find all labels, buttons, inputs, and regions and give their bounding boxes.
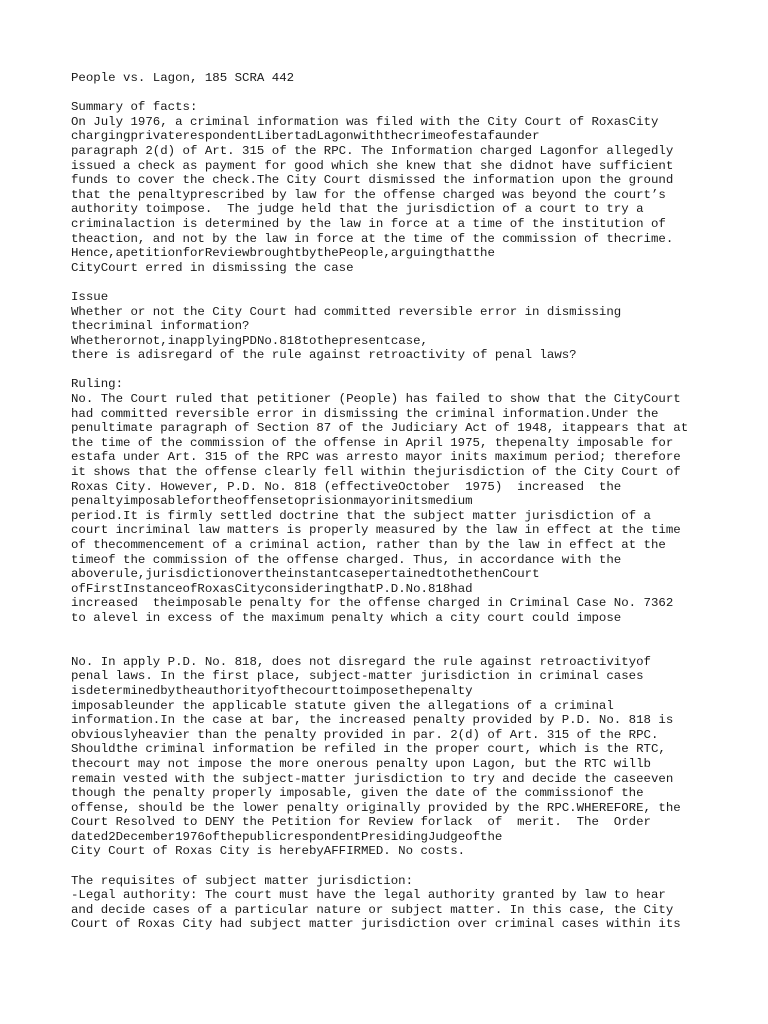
retro-line: remain vested with the subject-matter jurisdiction to try and decide the caseeven bbox=[71, 771, 674, 786]
retro-line: though the penalty properly imposable, given the date of the commissionof the bbox=[71, 786, 644, 801]
word: in bbox=[390, 494, 406, 509]
ruling-line: Roxas City. However, P.D. No. 818 (effectiveOctober 1975) increased the bbox=[71, 479, 622, 494]
word: a bbox=[115, 246, 124, 261]
case-title: People vs. Lagon, 185 SCRA 442 bbox=[71, 71, 295, 85]
ruling-line: had committed reversible error in dismissing the criminal information.Under the bbox=[71, 406, 659, 421]
word: that bbox=[346, 581, 376, 596]
retro-line: thecourt may not impose the more onerous penalty upon Lagon, but the RTC willb bbox=[71, 756, 651, 771]
word: court bbox=[301, 683, 339, 698]
word: isdetermined bbox=[71, 683, 161, 698]
word: aboverule, bbox=[71, 567, 146, 582]
word: No. bbox=[405, 581, 428, 596]
word: present bbox=[338, 333, 391, 348]
word: its bbox=[405, 494, 428, 509]
word: penalty bbox=[420, 683, 473, 698]
retro-line: offense, should be the lower penalty originally provided by the RPC.WHEREFORE, the bbox=[71, 800, 681, 815]
word: that bbox=[442, 246, 473, 261]
word: to bbox=[338, 683, 354, 698]
ruling-line: the time of the commission of the offense in April 1975, thepenalty imposable for bbox=[71, 435, 674, 450]
word: prisionmayor bbox=[301, 494, 391, 509]
word: 2 bbox=[108, 829, 116, 844]
word: the bbox=[480, 829, 503, 844]
word: charging bbox=[71, 129, 131, 144]
ruling-line: increased theimposable penalty for the offense charged in Criminal Case No. 7362 bbox=[71, 596, 674, 611]
facts-heading: Summary of facts: bbox=[71, 100, 198, 115]
word: by bbox=[160, 683, 176, 698]
facts-line: theaction, and not by the law in force at the time of the commission of thecrime. bbox=[71, 231, 674, 246]
word: had bbox=[450, 581, 473, 596]
retro-line: Court Resolved to DENY the Petition for Review forlack of merit. The Order bbox=[71, 815, 651, 830]
ruling-line: penultimate paragraph of Section 87 of the Judiciary Act of 1948, itappears that at bbox=[71, 421, 689, 436]
issue-line: Whether or not the City Court had committed reversible error in dismissing bbox=[71, 304, 622, 319]
ruling-line: court incriminal law matters is properly measured by the law in effect at the time bbox=[71, 523, 681, 538]
word: authority bbox=[197, 683, 265, 698]
word: the bbox=[212, 494, 235, 509]
facts-line: On July 1976, a criminal information was filed with the City Court of RoxasCity bbox=[71, 114, 659, 129]
word: publicrespondent bbox=[242, 829, 362, 844]
facts-section bbox=[71, 100, 697, 275]
word: P.D. bbox=[375, 581, 406, 596]
word: Court bbox=[502, 567, 540, 582]
word: impose bbox=[353, 683, 399, 698]
word: Presiding bbox=[361, 829, 428, 844]
ruling-line: timeof the commission of the offense charged. Thus, in accordance with the bbox=[71, 552, 622, 567]
requisites-heading: The requisites of subject matter jurisdiction: bbox=[71, 873, 414, 888]
word: medium bbox=[427, 494, 473, 509]
retroactivity-section bbox=[71, 655, 697, 859]
word: offense bbox=[234, 494, 287, 509]
facts-line: funds to cover the check.The City Court dismissed the information upon the ground bbox=[71, 173, 674, 188]
word: No. bbox=[256, 333, 280, 348]
word: the bbox=[279, 683, 302, 698]
word: pertained bbox=[368, 567, 436, 582]
retro-line: information.In the case at bar, the increased penalty provided by P.D. No. 818 is bbox=[71, 713, 674, 728]
word: to bbox=[286, 494, 302, 509]
ruling-line: it shows that the offense clearly fell within thejurisdiction of the City Court of bbox=[71, 465, 681, 480]
facts-line: issued a check as payment for good which she knew that she didnot have sufficient bbox=[71, 158, 674, 173]
word: considering bbox=[264, 581, 347, 596]
word: the bbox=[398, 683, 421, 698]
facts-line bbox=[71, 246, 697, 261]
facts-line: CityCourt erred in dismissing the case bbox=[71, 260, 354, 275]
word: to bbox=[435, 567, 451, 582]
retro-line: City Court of Roxas City is herebyAFFIRMED. No costs. bbox=[71, 844, 466, 859]
facts-line: paragraph 2(d) of Art. 315 of the RPC. The Information charged Lagonfor allegedly bbox=[71, 143, 674, 158]
word: of bbox=[264, 683, 280, 698]
word: in bbox=[167, 333, 183, 348]
ruling-line bbox=[71, 494, 697, 509]
word: jurisdiction bbox=[145, 567, 235, 582]
word: December bbox=[115, 829, 176, 844]
word: PD bbox=[242, 333, 257, 348]
word: People, bbox=[338, 246, 391, 261]
word: the bbox=[264, 567, 287, 582]
ruling-line: to alevel in excess of the maximum penalty which a city court could impose bbox=[71, 610, 622, 625]
word: arguing bbox=[390, 246, 443, 261]
issue-section bbox=[71, 290, 697, 363]
facts-line bbox=[71, 129, 697, 144]
word: of bbox=[204, 829, 220, 844]
facts-line: criminalaction is determined by the law in force at a time of the institution of bbox=[71, 216, 666, 231]
word: of bbox=[465, 829, 481, 844]
word: or bbox=[123, 333, 138, 348]
word: instant bbox=[286, 567, 339, 582]
word: 818 bbox=[279, 333, 302, 348]
word: by bbox=[301, 246, 317, 261]
facts-line: that the penaltyprescribed by law for the offense charged was beyond the court’s bbox=[71, 187, 666, 202]
word: Hence, bbox=[71, 246, 116, 261]
ruling-line: of thecommencement of a criminal action, rather than by the law in effect at the bbox=[71, 538, 666, 552]
word: then bbox=[472, 567, 503, 582]
word: the bbox=[472, 246, 495, 261]
issue-line bbox=[71, 334, 697, 349]
word: of bbox=[442, 129, 458, 144]
word: of bbox=[71, 581, 86, 596]
word: penalty bbox=[71, 494, 124, 509]
word: 1976 bbox=[175, 829, 205, 844]
word: Review bbox=[204, 246, 250, 261]
issue-line: thecriminal information? bbox=[71, 319, 250, 334]
word: the bbox=[383, 129, 406, 144]
word: case bbox=[338, 567, 369, 582]
ruling-line: No. The Court ruled that petitioner (People) has failed to show that the CityCourt bbox=[71, 392, 681, 407]
word: City bbox=[234, 581, 265, 596]
ruling-heading: Ruling: bbox=[71, 377, 124, 392]
word: for bbox=[189, 494, 213, 509]
word: with bbox=[353, 129, 384, 144]
retro-line: imposableunder the applicable statute given the allegations of a criminal bbox=[71, 698, 614, 713]
word: imposable bbox=[123, 494, 190, 509]
word: Roxas bbox=[197, 581, 235, 596]
issue-heading: Issue bbox=[71, 289, 109, 304]
ruling-section bbox=[71, 377, 697, 625]
word: of bbox=[182, 581, 198, 596]
word: the bbox=[316, 333, 339, 348]
word: 818 bbox=[427, 581, 451, 596]
word: applying bbox=[182, 333, 243, 348]
word: FirstInstance bbox=[85, 581, 183, 596]
word: the bbox=[219, 829, 243, 844]
word: over bbox=[234, 567, 265, 582]
requisites-line: Court of Roxas City had subject matter jurisdiction over criminal cases within its bbox=[71, 917, 681, 932]
word: Judge bbox=[427, 829, 466, 844]
word: case, bbox=[390, 333, 428, 348]
ruling-line: estafa under Art. 315 of the RPC was arresto mayor inits maximum period; therefore bbox=[71, 450, 681, 465]
word: Libertad bbox=[256, 129, 317, 144]
word: for bbox=[182, 246, 205, 261]
retro-line: No. In apply P.D. No. 818, does not disregard the rule against retroactivityof bbox=[71, 654, 651, 669]
retro-line: obviouslyheavier than the penalty provided in par. 2(d) of Art. 315 of the RPC. bbox=[71, 727, 659, 742]
retro-line: Shouldthe criminal information be refiled in the proper court, which is the RTC, bbox=[71, 742, 666, 757]
document-page bbox=[71, 71, 697, 947]
word: respondent bbox=[182, 129, 257, 144]
word: estafaunder bbox=[457, 129, 540, 144]
word: not, bbox=[137, 333, 168, 348]
requisites-line: -Legal authority: The court must have the legal authority granted by law to hear bbox=[71, 888, 666, 903]
word: petition bbox=[123, 246, 183, 261]
ruling-line: period.It is firmly settled doctrine that the subject matter jurisdiction of a bbox=[71, 508, 651, 523]
requisites-section bbox=[71, 874, 697, 932]
retro-line: penal laws. In the first place, subject-matter jurisdiction in criminal cases bbox=[71, 669, 644, 684]
facts-line: authority toimpose. The judge held that the jurisdiction of a court to try a bbox=[71, 202, 644, 217]
word: Lagon bbox=[316, 129, 354, 144]
word: dated bbox=[71, 829, 109, 844]
requisites-line: and decide cases of a particular nature or subject matter. In this case, the City bbox=[71, 902, 674, 917]
word: the bbox=[316, 246, 339, 261]
word: private bbox=[130, 129, 183, 144]
retro-line bbox=[71, 684, 697, 699]
word: the bbox=[175, 683, 198, 698]
word: the bbox=[450, 567, 473, 582]
ruling-line bbox=[71, 582, 697, 597]
word: crime bbox=[405, 129, 443, 144]
retro-line bbox=[71, 830, 697, 845]
word: brought bbox=[249, 246, 302, 261]
issue-line: there is adisregard of the rule against retroactivity of penal laws? bbox=[71, 348, 577, 363]
word: Whether bbox=[71, 333, 124, 348]
ruling-line bbox=[71, 567, 697, 582]
word: to bbox=[301, 333, 317, 348]
